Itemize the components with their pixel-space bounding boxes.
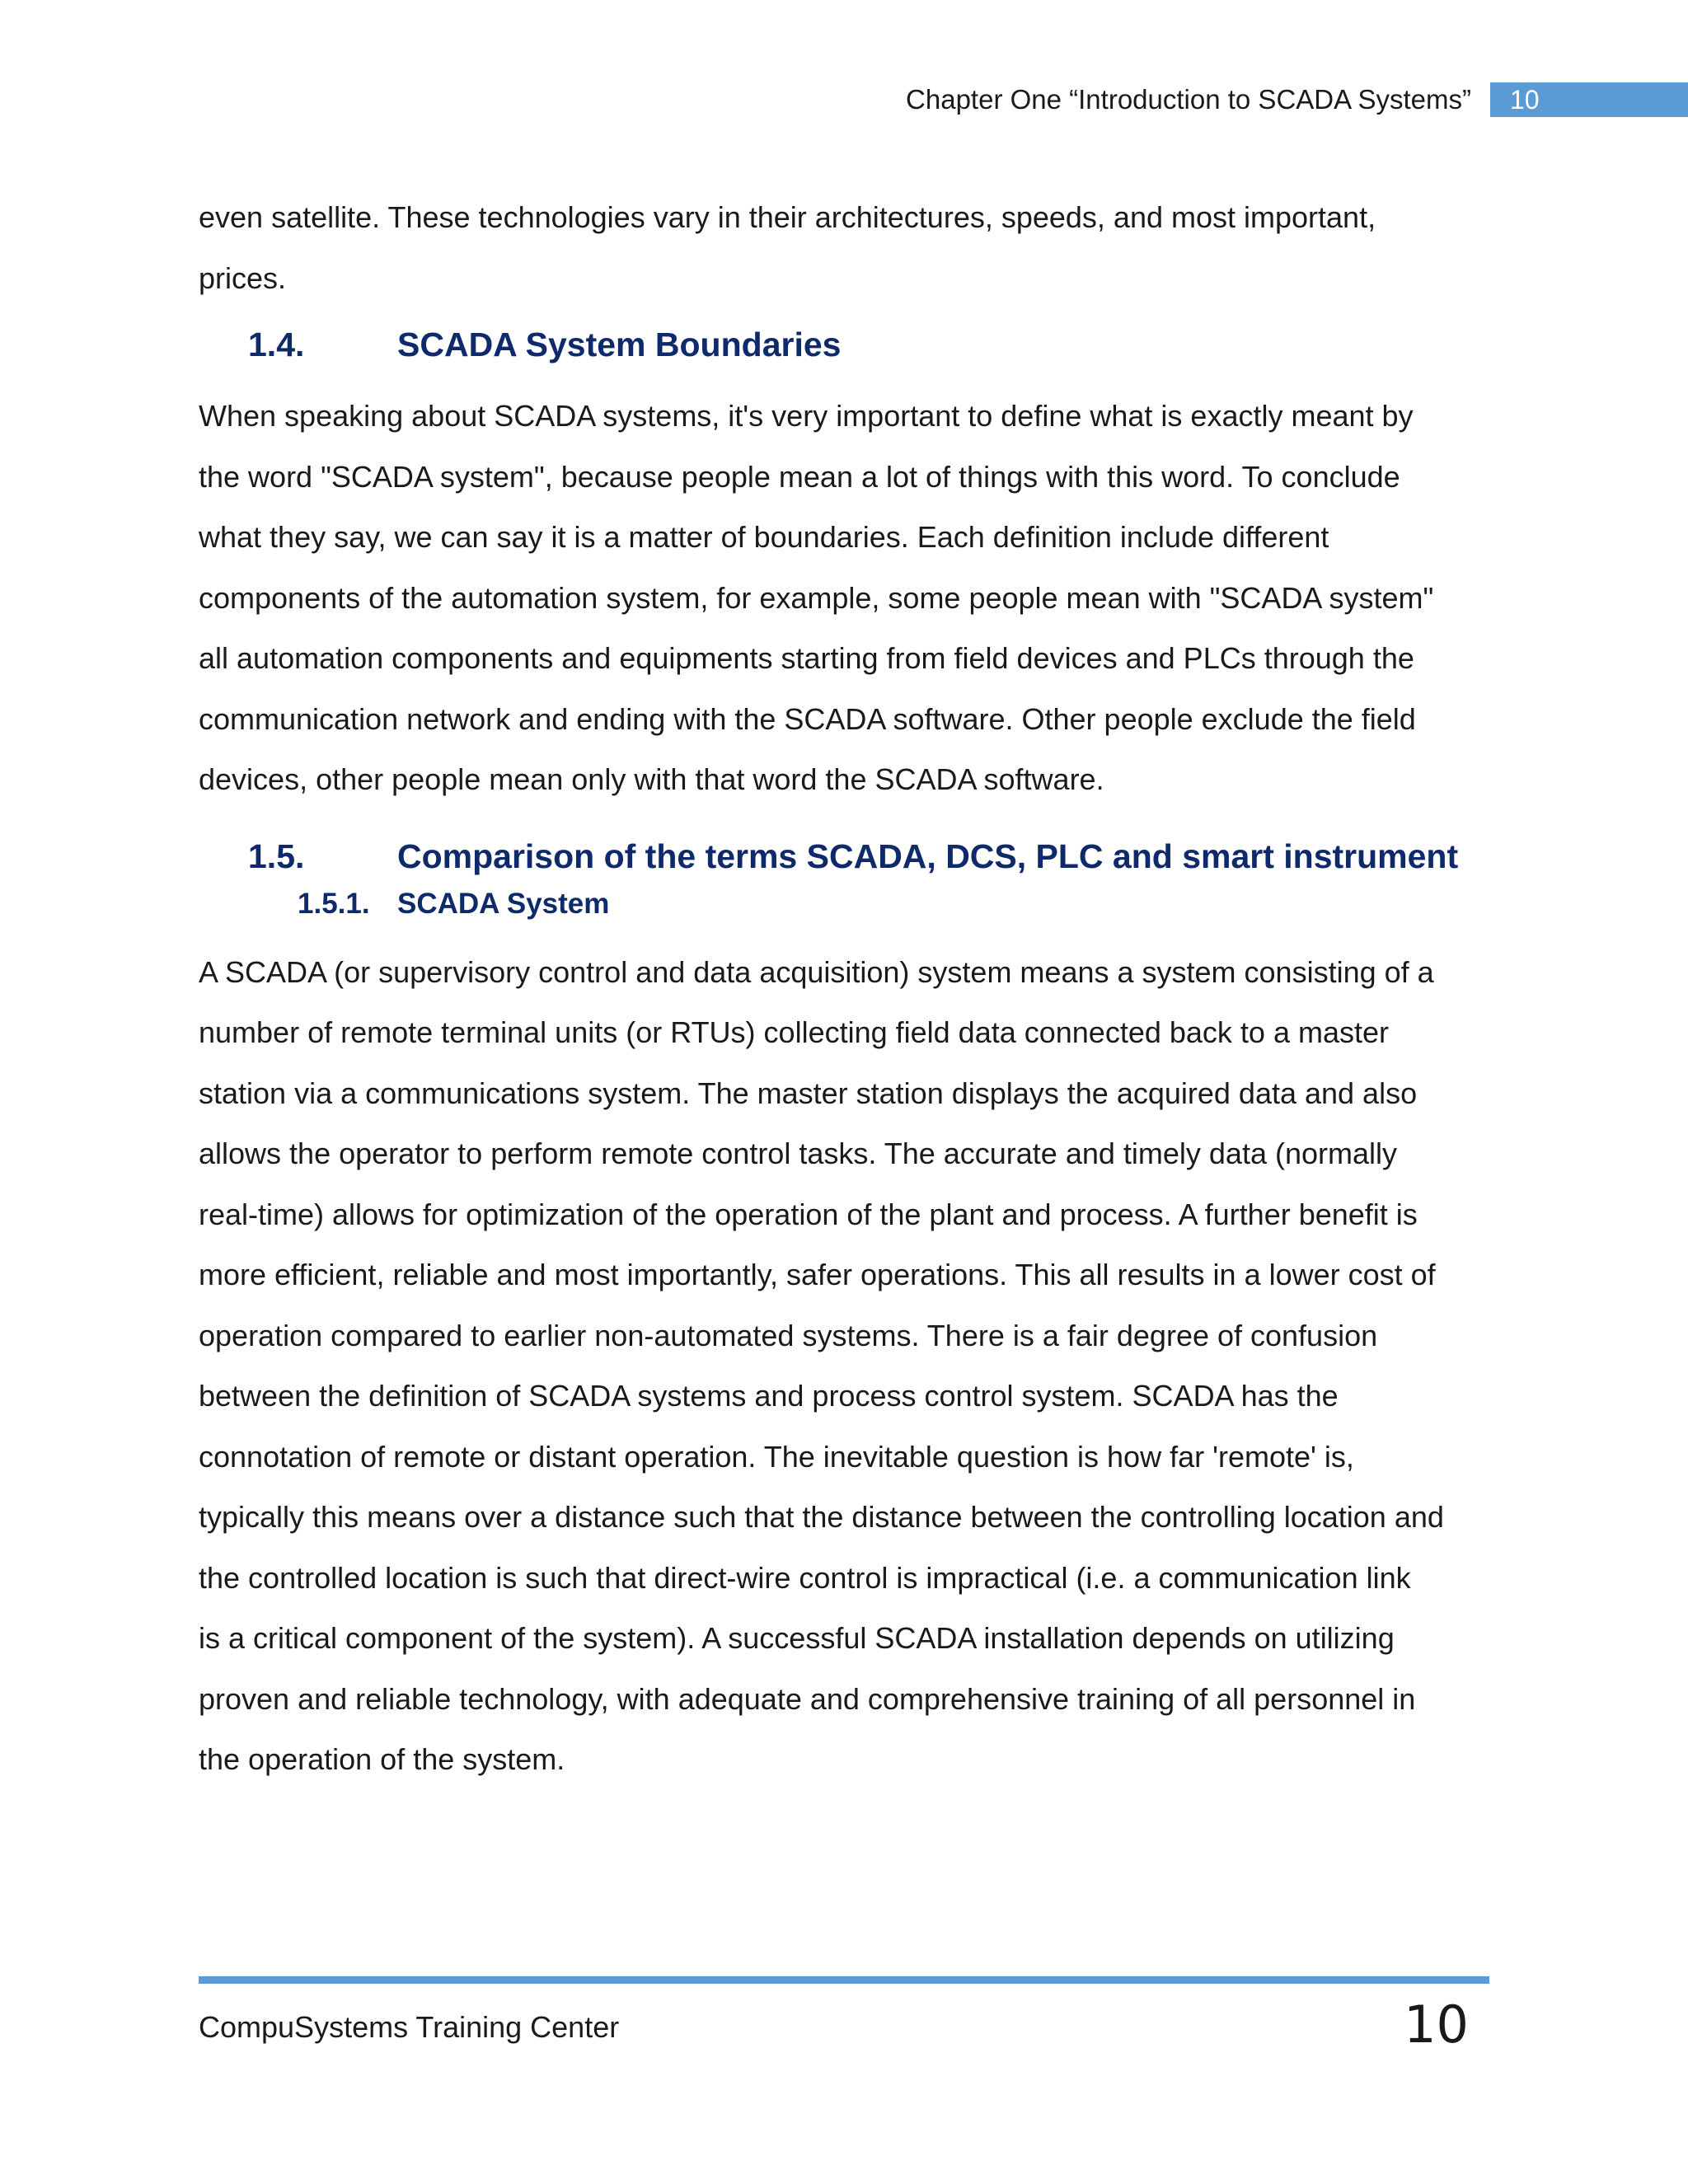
footer-divider [199,1976,1489,1984]
section-1-5-1-paragraph: A SCADA (or supervisory control and data acquisition) system means a system consisting of a number of remote terminal units (or RTUs) collecting field data connected back to a master station via a communications system. The master station displays the acquired data and also allows the operator to perform remote control tasks. The accurate and timely data (normally real-time) allows for optimization of the operation of the plant and process. A further benefit is more efficient, reliable and most importantly, safer operations. This all results in a lower cost of operation compared to earlier non-automated systems. There is a fair degree of confusion between the definition of SCADA systems and process control system. SCADA has the connotation of remote or distant operation. The inevitable question is how far 'remote' is, typically this means over a distance such that the distance between the controlling location and the controlled location is such that direct-wire control is impractical (i.e. a communication link is a critical component of the system). A successful SCADA installation depends on utilizing proven and reliable technology, with adequate and comprehensive training of all personnel in the operation of the system. [199,954,1444,1776]
intro-paragraph: even satellite. These technologies vary in their architectures, speeds, and most important, prices. [199,200,1376,295]
section-heading-1-4 [248,320,1493,369]
section-1-4-paragraph: When speaking about SCADA systems, it's very important to define what is exactly meant by the word "SCADA system", because people mean a lot of things with this word. To conclude what they say, we can say it is a matter of boundaries. Each definition include different components of the automation system, for example, some people mean with "SCADA system" all automation components and equipments starting from field devices and PLCs through the communication network and ending with the SCADA software. Other people exclude the field devices, other people mean only with that word the SCADA software. [199,399,1434,796]
subsection-heading-1-5-1 [298,881,1493,927]
running-header [0,81,1688,119]
page-body [199,187,1493,1790]
footer-page-number: 10 [1404,1994,1469,2055]
section-title: SCADA System Boundaries [397,326,842,363]
section-number: 1.5. [248,837,305,875]
section-number: 1.4. [248,326,305,363]
section-title: Comparison of the terms SCADA, DCS, PLC and smart instrument [397,837,1459,875]
section-heading-1-5 [248,832,1493,881]
subsection-number: 1.5.1. [298,887,370,920]
footer-organization: CompuSystems Training Center [199,2010,620,2044]
header-page-number: 10 [1490,82,1688,117]
chapter-title: Chapter One “Introduction to SCADA Systems” [906,84,1471,115]
subsection-title: SCADA System [397,887,610,920]
